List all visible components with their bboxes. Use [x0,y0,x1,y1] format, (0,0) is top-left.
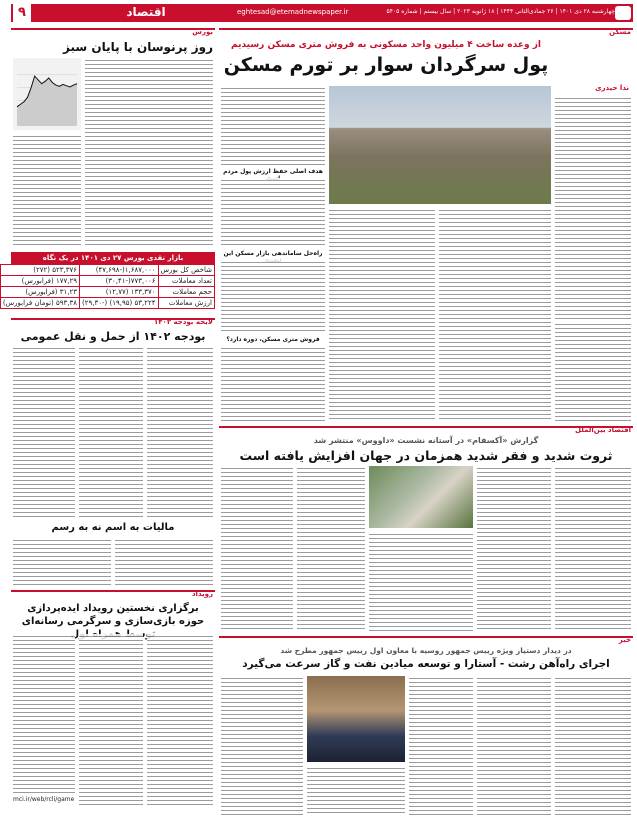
table-row [0,265,214,276]
meeting-text-2 [477,676,551,816]
logo [615,6,631,20]
meeting-photo [307,676,405,762]
budget-headline: بودجه ۱۴۰۲ از حمل و نقل عمومی [20,330,206,343]
meeting-text-3 [409,676,473,816]
bourse-headline: روز پرنوسان با پایان سبز [63,40,213,54]
table-cell: ۵۳,۲۲۴ (۱۹,۹۵) (-۲۹,۳۰) [80,298,158,309]
table-cell: شاخص کل بورس [158,265,214,276]
date-line: چهارشنبه ۲۸ دی ۱۴۰۱ | ۲۶ جمادی‌الثانی ۱۴۴۴ | ۱۸ ژانویه ۲۰۲۳ | سال بیستم | شماره ۵۴۰۵ [386,8,615,15]
bourse-table [0,264,215,309]
meeting-kicker: خبر [618,636,631,644]
bourse-kicker: بورس [192,28,213,36]
wealth-headline: ثروت شدید و فقر شدید همزمان در جهان افزایش یافته است [239,448,613,463]
table-cell: ۱۷۷,۲۹ (فرابورس) [0,276,79,287]
wealth-text-3 [369,532,473,632]
budget-text-2 [79,346,143,518]
lead-subhead-3: فروش متری مسکن، دوره دارد؟ [226,336,320,343]
lead-column-right-b [555,322,631,422]
lead-column-4 [221,86,325,166]
wealth-text-4 [297,466,365,632]
lead-column-4c [221,260,325,332]
section-title: اقتصاد [126,5,166,19]
table-cell: ۳۱,۲۳ (فرابورس) [0,287,79,298]
lead-kicker: مسکن [609,28,631,36]
wealth-text-1 [555,466,631,632]
table-row [0,276,214,287]
tax-text-2 [13,538,111,586]
bourse-chart [13,58,81,130]
meeting-text-1 [555,676,631,816]
lead-column-4b [221,178,325,246]
event-footer-url[interactable]: mci.ir/web/rcli/game [13,796,75,803]
budget-kicker: لایحه بودجه ۱۴۰۲ [154,318,213,326]
wealth-text-5 [221,466,293,632]
bourse-table-title: بازار نقدی بورس ۲۷ دی ۱۴۰۱ در یک نگاه [11,252,215,264]
table-cell: حجم معاملات [158,287,214,298]
table-cell: ۵۲۳,۳۷۶ (۲۷۲) [0,265,79,276]
lead-column-2 [439,208,551,422]
wealth-photo [369,466,473,528]
table-row [0,298,214,309]
table-cell: ۷۷۳,۰۰۶(-۳۰,۴۱) [80,276,158,287]
lead-headline: پول سرگردان سوار بر تورم مسکن [223,54,549,76]
lead-subhead-2: راه‌حل ساماندهی بازار مسکن این [223,250,323,257]
event-text-1 [147,634,213,808]
event-text-3 [13,634,75,794]
meeting-text-4 [307,766,405,816]
bourse-text-2 [13,134,81,248]
byline-label: ندا حیدری [595,84,629,92]
lead-subhead-1: هدف اصلی حفظ ارزش پول مردم [223,168,323,175]
lead-overline: از وعده ساخت ۴ میلیون واحد مسکونی به فروش متری مسکن رسیدیم [231,40,541,50]
table-row [0,287,214,298]
meeting-kicker-bar [219,636,633,638]
event-kicker: رویداد [191,590,213,598]
wealth-overline: گزارش «آکسفام» در آستانه نشست «داووس» منتشر شد [313,436,539,445]
budget-text-3 [13,346,75,518]
table-cell: ارزش معاملات [158,298,214,309]
lead-column-4d [221,346,325,422]
meeting-overline: در دیدار دستیار ویژه رییس جمهور روسیه با معاون اول رییس جمهور مطرح شد [280,646,572,655]
meeting-text-5 [221,676,303,816]
tax-headline: مالیات به اسم نه به رسم [51,522,175,533]
table-cell: ۵۹۳,۳۸ (تومان فرابورس) [0,298,79,309]
email[interactable]: eghtesad@etemadnewspaper.ir [237,8,349,16]
wealth-text-2 [477,466,551,632]
event-headline: برگزاری نخستین رویداد ایده‌پردازی حوزه بازی‌سازی و سرگرمی رسانه‌ای [21,603,205,627]
lead-column-right [555,96,631,320]
page-number: ۹ [13,4,31,22]
wealth-kicker: اقتصاد بین‌الملل [574,426,631,434]
budget-text-1 [147,346,213,518]
lead-column-3 [329,208,435,422]
table-cell: ۱,۶۸۷,۰۰۰(-۴۷,۶۹۸) [80,265,158,276]
event-text-2 [79,634,143,808]
table-cell: ۱۳۳,۳۷۰ (۱۲,۷۷) [80,287,158,298]
table-cell: تعداد معاملات [158,276,214,287]
meeting-headline: اجرای راه‌آهن رشت - آستارا و توسعه میادین نفت و گاز سرعت می‌گیرد [242,658,610,670]
tax-text-1 [115,538,213,586]
bourse-text-1 [85,58,213,248]
bourse-table-wrap [2,264,215,309]
lead-photo [329,86,551,204]
